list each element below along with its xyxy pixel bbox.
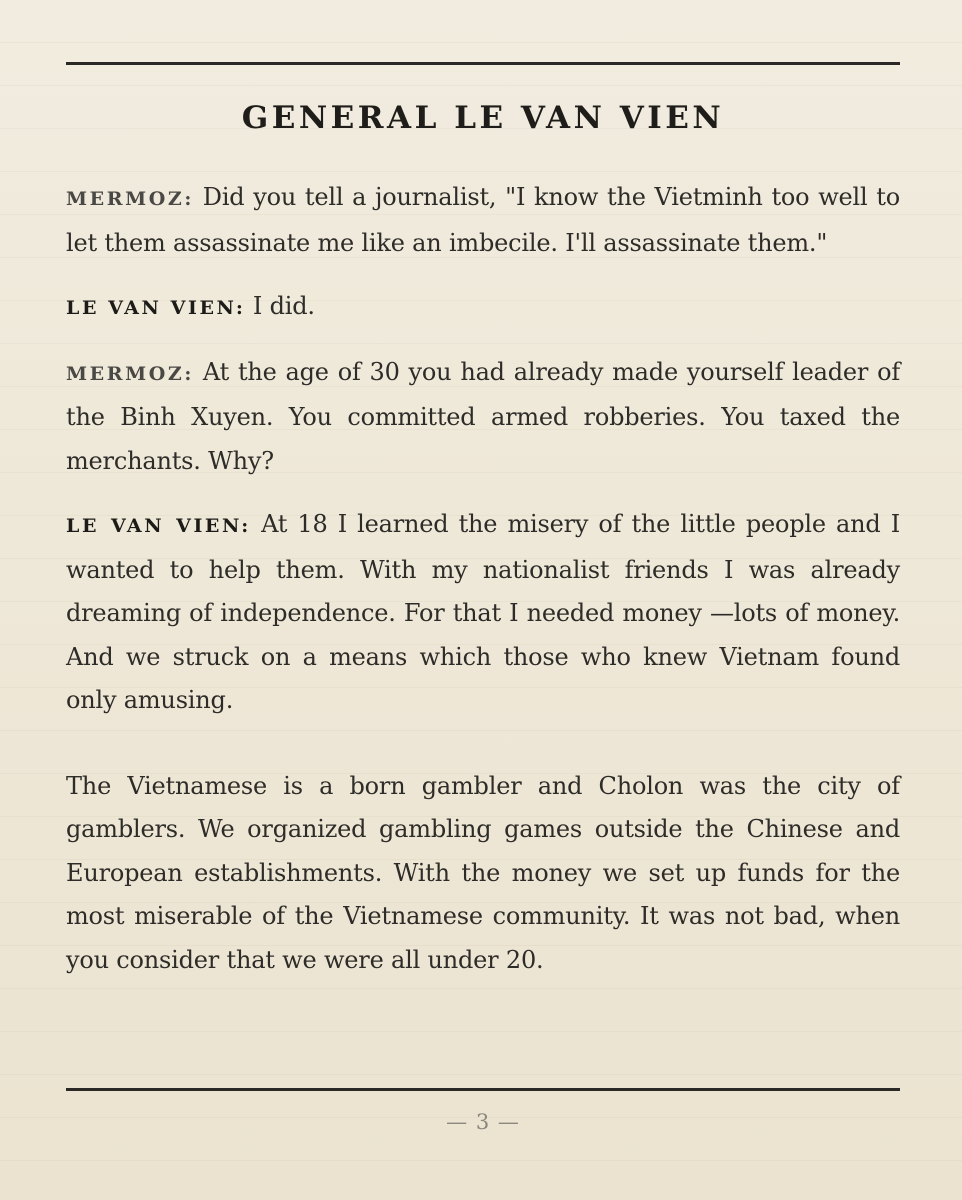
dialogue-paragraph	[66, 176, 900, 265]
dialogue-paragraph	[66, 351, 900, 484]
page-number: — 3 —	[446, 1110, 520, 1134]
speaker-label: MERMOZ:	[66, 188, 194, 210]
bottom-rule	[66, 1088, 900, 1091]
dialogue-text: At 18 I learned the misery of the little people and I wanted to help them. With my nationalist friends I was already dreaming of independence. For that I needed money —lots of money. And we struck on a means which those who knew Vietnam found only amusing.	[66, 510, 900, 714]
dialogue-paragraph	[66, 285, 900, 331]
narrative-paragraph: The Vietnamese is a born gambler and Cholon was the city of gamblers. We organized gambling games outside the Chinese and European establishments. With the money we set up funds for the most miserable of the Vietnamese community. It was not bad, when you consider that we were all under 20.	[66, 771, 900, 974]
page-title: GENERAL LE VAN VIEN	[241, 100, 725, 136]
document-page	[66, 0, 900, 1200]
dialogue-text: At the age of 30 you had already made yourself leader of the Binh Xuyen. You committed armed robberies. You taxed the merchants. Why?	[66, 357, 901, 475]
interview-body	[66, 176, 900, 1002]
dialogue-text: Did you tell a journalist, "I know the Vietminh too well to let them assassinate me like an imbecile. I'll assassinate them."	[66, 183, 900, 257]
top-rule	[66, 62, 900, 65]
speaker-label: LE VAN VIEN:	[66, 515, 251, 537]
speaker-label: LE VAN VIEN:	[66, 297, 246, 319]
speaker-label: MERMOZ:	[66, 362, 194, 385]
dialogue-paragraph	[66, 503, 900, 723]
dialogue-text: I did.	[252, 292, 315, 320]
